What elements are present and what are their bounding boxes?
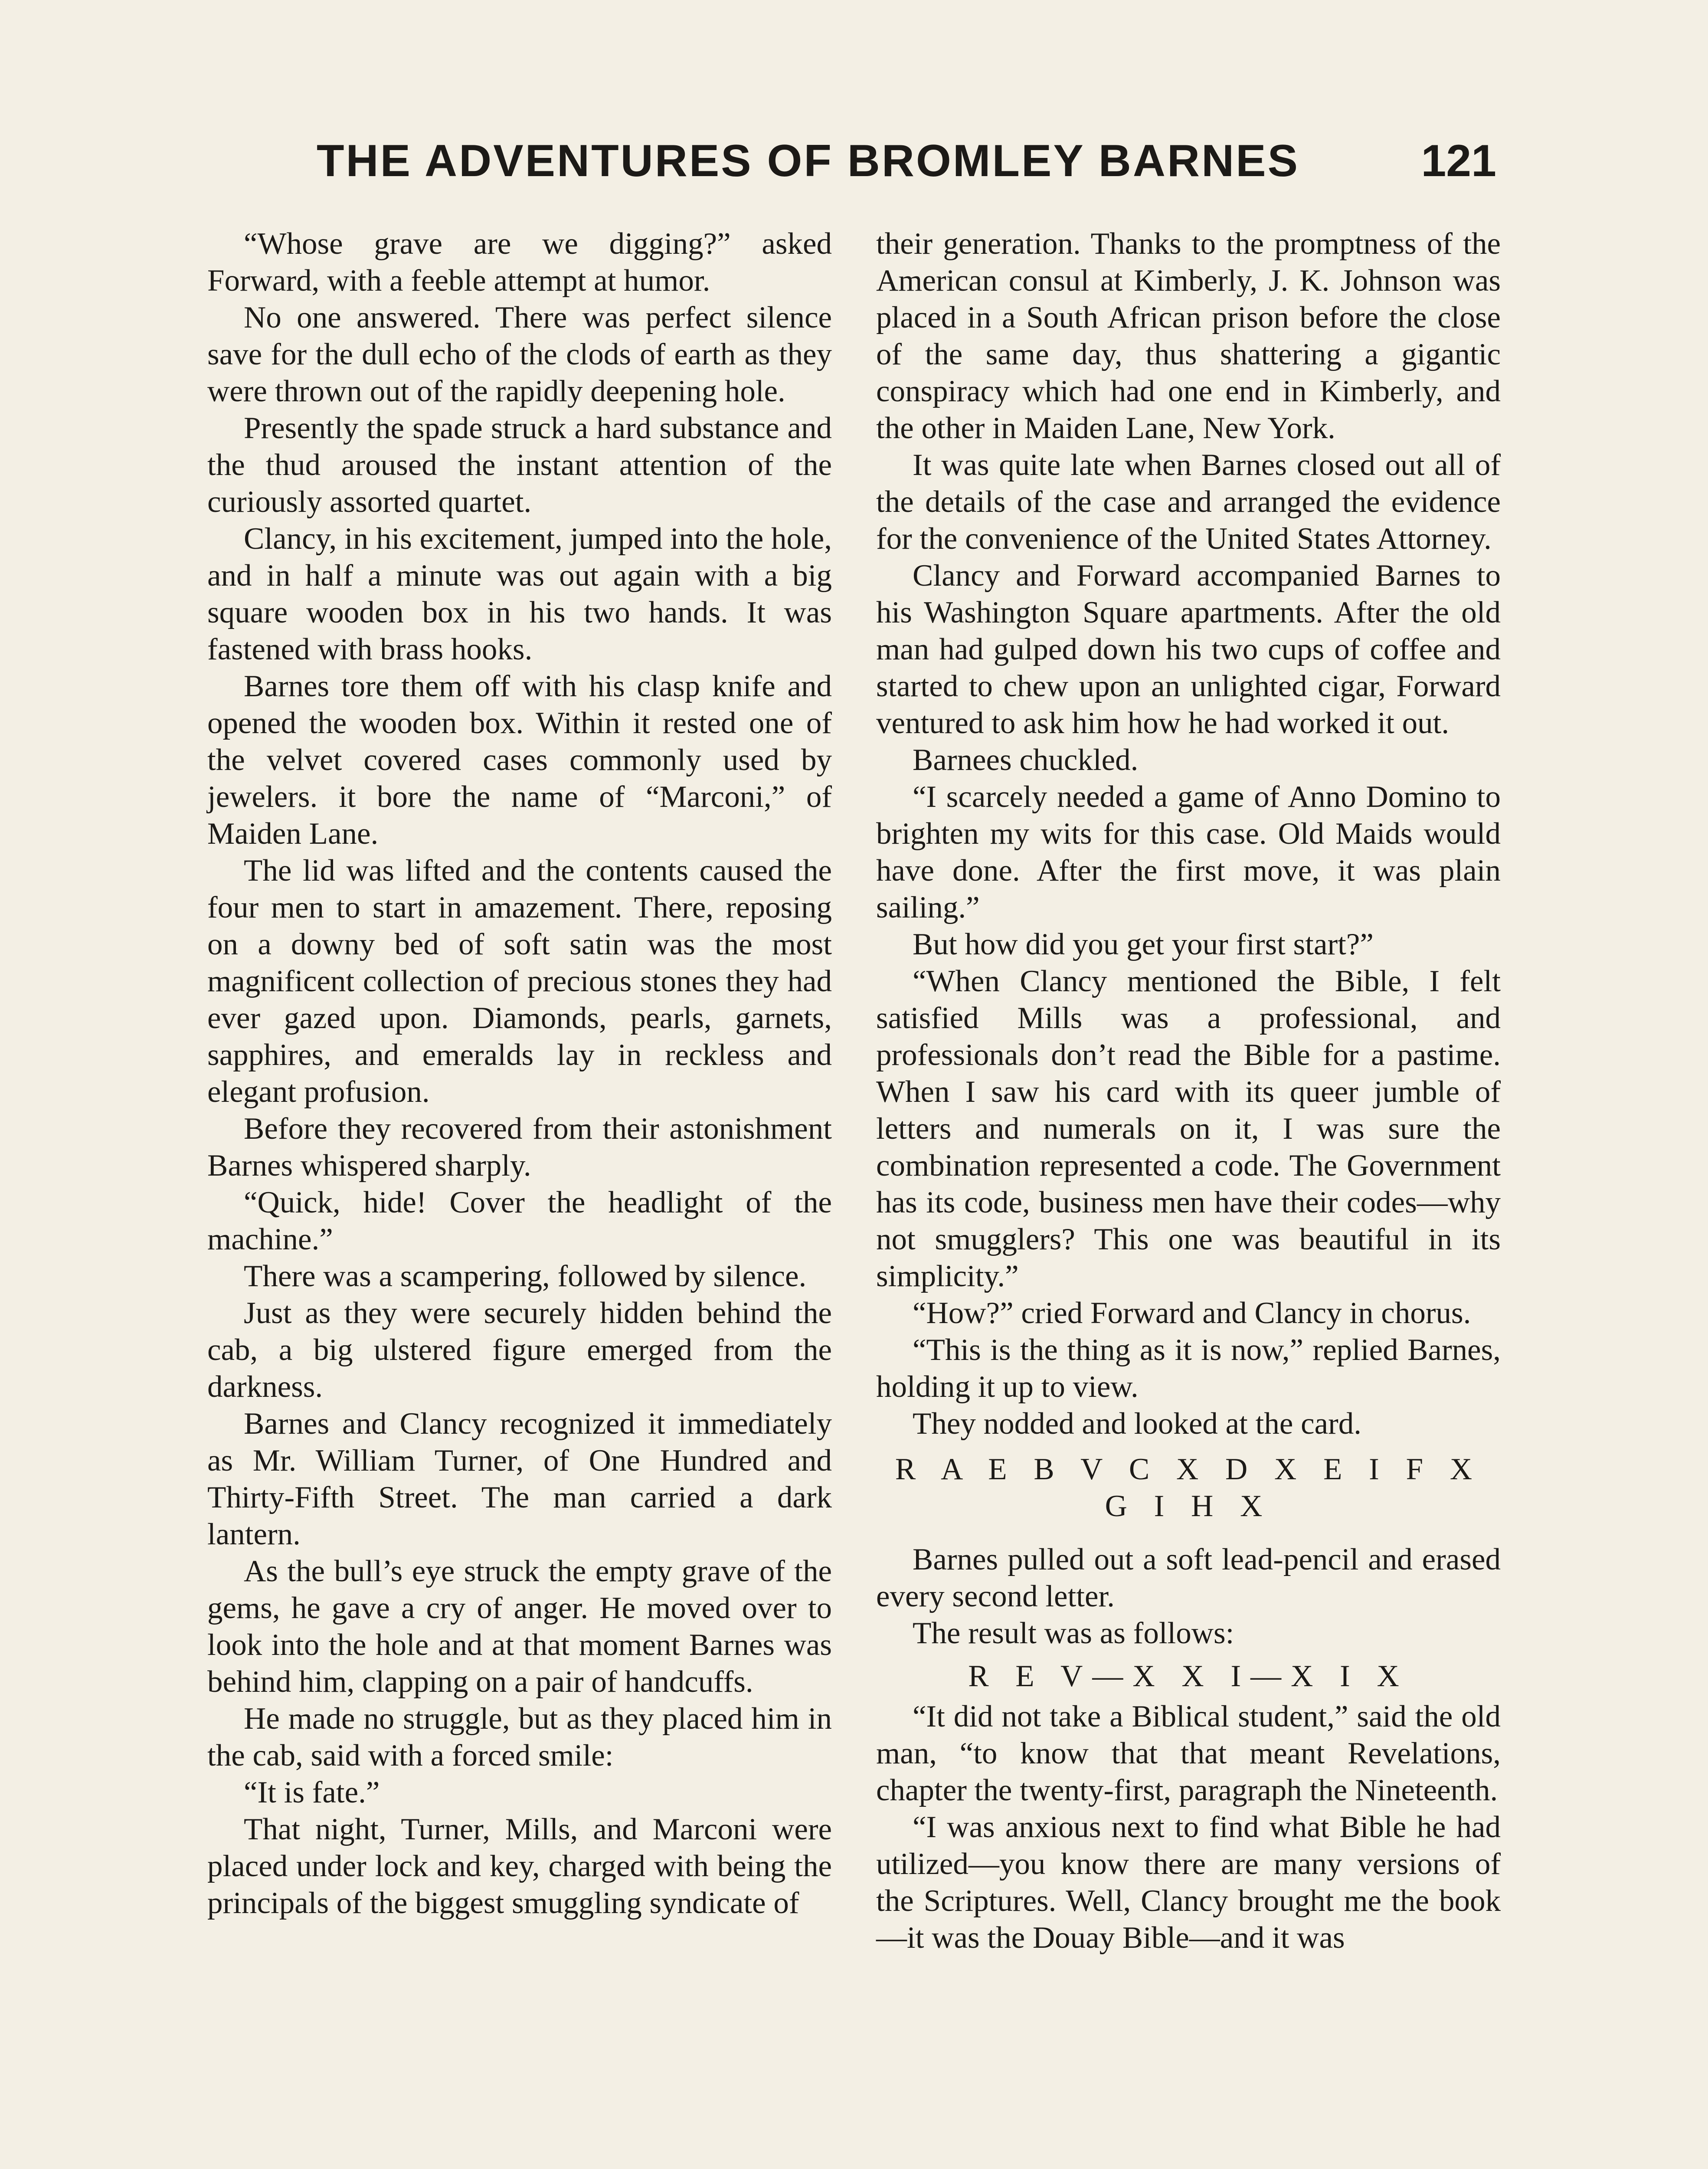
paragraph: “Whose grave are we digging?” asked Forward, with a feeble attempt at humor. — [207, 227, 832, 298]
cipher-code-line: R A E B V C X D X E I F X G I H X — [895, 1452, 1482, 1523]
paragraph: “Quick, hide! Cover the headlight of the machine.” — [207, 1186, 832, 1256]
paragraph: The result was as follows: — [913, 1616, 1234, 1650]
decoded-result-line: R E V—X X I—X I X — [968, 1659, 1409, 1693]
paragraph: They nodded and looked at the card. — [913, 1407, 1362, 1441]
paragraph: Clancy, in his excitement, jumped into the hole, and in half a minute was out again with a big square wooden box in his two hands. It was fastened with brass hooks. — [207, 522, 832, 666]
paragraph: “I scarcely needed a game of Anno Domino to brighten my wits for this case. Old Maids would have done. After the first move, it was plain sailing.” — [876, 780, 1501, 924]
paragraph: The lid was lifted and the contents caused the four men to start in amazement. There, reposing on a downy bed of soft satin was the most magnificent collection of precious stones they had ever gazed upon. Diamonds, pearls, garnets, sapphires, and emeralds lay in reckless and elegant profusion. — [207, 854, 832, 1109]
right-column — [876, 226, 1501, 1956]
paragraph: There was a scampering, followed by silence. — [244, 1259, 807, 1293]
paragraph: “It did not take a Biblical student,” said the old man, “to know that that meant Revelations, chapter the twenty-first, paragraph the Nineteenth. — [876, 1700, 1501, 1807]
paragraph: Just as they were securely hidden behind the cab, a big ulstered figure emerged from the darkness. — [207, 1296, 832, 1404]
paragraph: “I was anxious next to find what Bible he had utilized—you know there are many versions of the Scriptures. Well, Clancy brought me the book—it was the Douay Bible—and it was — [876, 1810, 1501, 1955]
running-header — [317, 128, 1496, 193]
paragraph: But how did you get your first start?” — [913, 927, 1374, 961]
paragraph: It was quite late when Barnes closed out all of the details of the case and arranged the evidence for the convenience of the United States Attorney. — [876, 448, 1501, 556]
paragraph: Presently the spade struck a hard substance and the thud aroused the instant attention of the curiously assorted quartet. — [207, 411, 832, 519]
paragraph: Barnes tore them off with his clasp knife and opened the wooden box. Within it rested one of the velvet covered cases commonly used by jewelers. it bore the name of “Marconi,” of Maiden Lane. — [207, 669, 832, 851]
paragraph: As the bull’s eye struck the empty grave of the gems, he gave a cry of anger. He moved over to look into the hole and at that moment Barnes was behind him, clapping on a pair of handcuffs. — [207, 1554, 832, 1699]
paragraph: Barnes pulled out a soft lead-pencil and erased every second letter. — [876, 1543, 1501, 1613]
paragraph: That night, Turner, Mills, and Marconi were placed under lock and key, charged with being the principals of the biggest smuggling syndicate of — [207, 1812, 832, 1920]
paragraph: “It is fate.” — [244, 1776, 380, 1809]
paragraph: “This is the thing as it is now,” replied Barnes, holding it up to view. — [876, 1333, 1501, 1404]
page-number: 121 — [1421, 136, 1496, 186]
paragraph: Before they recovered from their astonishment Barnes whispered sharply. — [207, 1112, 832, 1183]
paragraph: Clancy and Forward accompanied Barnes to his Washington Square apartments. After the old man had gulped down his two cups of coffee and started to chew upon an unlighted cigar, Forward ventured to ask him how he had worked it out. — [876, 559, 1501, 740]
paragraph: “When Clancy mentioned the Bible, I felt satisfied Mills was a professional, and professionals don’t read the Bible for a pastime. When I saw his card with its queer jumble of letters and numerals on it, I was sure the combination represented a code. The Government has its code, business men have their codes—why not smugglers? This one was beautiful in its simplicity.” — [876, 964, 1501, 1293]
paragraph: He made no struggle, but as they placed him in the cab, said with a forced smile: — [207, 1702, 832, 1773]
paragraph: Barnes and Clancy recognized it immediately as Mr. William Turner, of One Hundred and Thirty-Fifth Street. The man carried a dark lantern. — [207, 1407, 832, 1551]
paragraph-continuation: their generation. Thanks to the promptness of the American consul at Kimberly, J. K. Johnson was placed in a South African prison before the close of the same day, thus shattering a gigantic conspiracy which had one end in Kimberly, and the other in Maiden Lane, New York. — [876, 227, 1501, 445]
paragraph: Barnees chuckled. — [913, 743, 1139, 777]
paragraph: “How?” cried Forward and Clancy in chorus. — [913, 1296, 1471, 1330]
left-column — [207, 226, 832, 1922]
paragraph: No one answered. There was perfect silence save for the dull echo of the clods of earth as they were thrown out of the rapidly deepening hole. — [207, 301, 832, 408]
running-title: THE ADVENTURES OF BROMLEY BARNES — [317, 136, 1299, 186]
